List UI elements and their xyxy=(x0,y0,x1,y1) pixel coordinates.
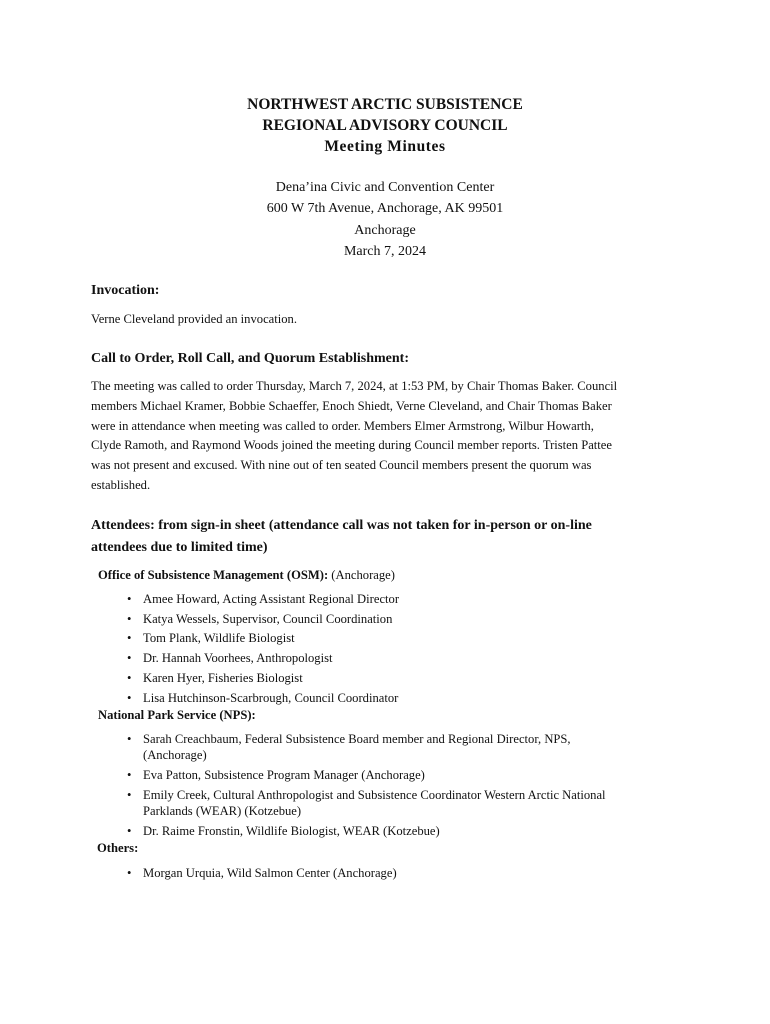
title-line-3: Meeting Minutes xyxy=(324,138,446,155)
list-item: • Katya Wessels, Supervisor, Council Coordination xyxy=(127,610,399,630)
bullet-icon: • xyxy=(127,788,132,802)
list-item: • Eva Patton, Subsistence Program Manager (Anchorage) xyxy=(127,768,425,782)
list-item: • Amee Howard, Acting Assistant Regional Director xyxy=(127,590,399,610)
call-to-order-heading: Call to Order, Roll Call, and Quorum Establishment: xyxy=(91,351,410,366)
document-title xyxy=(0,94,770,157)
others-group-heading xyxy=(97,841,138,856)
paragraph-line: were in attendance when meeting was called to order. Members Elmer Armstrong, Wilbur Howarth, xyxy=(91,418,594,433)
venue-city: Anchorage xyxy=(354,222,416,238)
nps-group-heading xyxy=(98,708,256,723)
bullet-icon: • xyxy=(127,651,132,666)
others-label: Others: xyxy=(97,841,139,855)
osm-location: (Anchorage) xyxy=(328,568,395,582)
bullet-icon: • xyxy=(127,631,132,646)
title-line-2: REGIONAL ADVISORY COUNCIL xyxy=(262,117,508,134)
venue-block xyxy=(0,177,770,262)
bullet-icon: • xyxy=(127,592,132,606)
osm-attendee-list xyxy=(127,590,399,708)
venue-name: Dena’ina Civic and Convention Center xyxy=(275,180,495,195)
list-item: • Emily Creek, Cultural Anthropologist and Subsistence Coordinator Western Arctic National Parklands (WEAR) (Kotzebue) xyxy=(127,788,606,818)
osm-label: Office of Subsistence Management (OSM): xyxy=(98,568,329,582)
nps-label: National Park Service (NPS): xyxy=(98,708,256,722)
bullet-icon: • xyxy=(127,866,132,880)
attendees-heading xyxy=(91,515,711,559)
list-item: • Sarah Creachbaum, Federal Subsistence Board member and Regional Director, NPS, (Anchorage) xyxy=(127,732,571,762)
bullet-icon: • xyxy=(127,768,132,782)
bullet-icon: • xyxy=(127,824,132,838)
paragraph-line: was not present and excused. With nine out of ten seated Council members present the quorum was xyxy=(91,458,592,473)
nps-attendee-list xyxy=(127,731,606,839)
bullet-icon: • xyxy=(127,732,132,746)
osm-group-heading xyxy=(98,568,395,583)
list-item: • Morgan Urquia, Wild Salmon Center (Anchorage) xyxy=(127,866,397,880)
title-line-1: NORTHWEST ARCTIC SUBSISTENCE xyxy=(247,96,523,113)
bullet-icon: • xyxy=(127,611,132,626)
invocation-text: Verne Cleveland provided an invocation. xyxy=(91,312,297,326)
venue-address: 600 W 7th Avenue, Anchorage, AK 99501 xyxy=(266,201,504,217)
attendees-heading-line-1: Attendees: from sign-in sheet (attendance call was not taken for in-person or on-line xyxy=(91,518,592,533)
call-to-order-paragraph xyxy=(91,377,691,496)
bullet-icon: • xyxy=(127,670,132,685)
attendees-heading-line-2: attendees due to limited time) xyxy=(91,540,268,555)
list-item: • Karen Hyer, Fisheries Biologist xyxy=(127,669,399,689)
invocation-heading: Invocation: xyxy=(91,283,160,298)
paragraph-line: established. xyxy=(91,477,151,492)
list-item: • Tom Plank, Wildlife Biologist xyxy=(127,629,399,649)
meeting-date: March 7, 2024 xyxy=(343,243,427,259)
paragraph-line: Clyde Ramoth, and Raymond Woods joined the meeting during Council member reports. Tristen Pattee xyxy=(91,438,612,453)
list-item: • Lisa Hutchinson-Scarbrough, Council Coordinator xyxy=(127,689,399,709)
bullet-icon: • xyxy=(127,690,132,705)
list-item: • Dr. Hannah Voorhees, Anthropologist xyxy=(127,649,399,669)
paragraph-line: members Michael Kramer, Bobbie Schaeffer, Enoch Shiedt, Verne Cleveland, and Chair Thomas Baker xyxy=(91,398,612,413)
others-attendee-list xyxy=(127,865,397,881)
paragraph-line: The meeting was called to order Thursday, March 7, 2024, at 1:53 PM, by Chair Thomas Baker. Council xyxy=(91,379,618,393)
list-item: • Dr. Raime Fronstin, Wildlife Biologist, WEAR (Kotzebue) xyxy=(127,824,440,838)
